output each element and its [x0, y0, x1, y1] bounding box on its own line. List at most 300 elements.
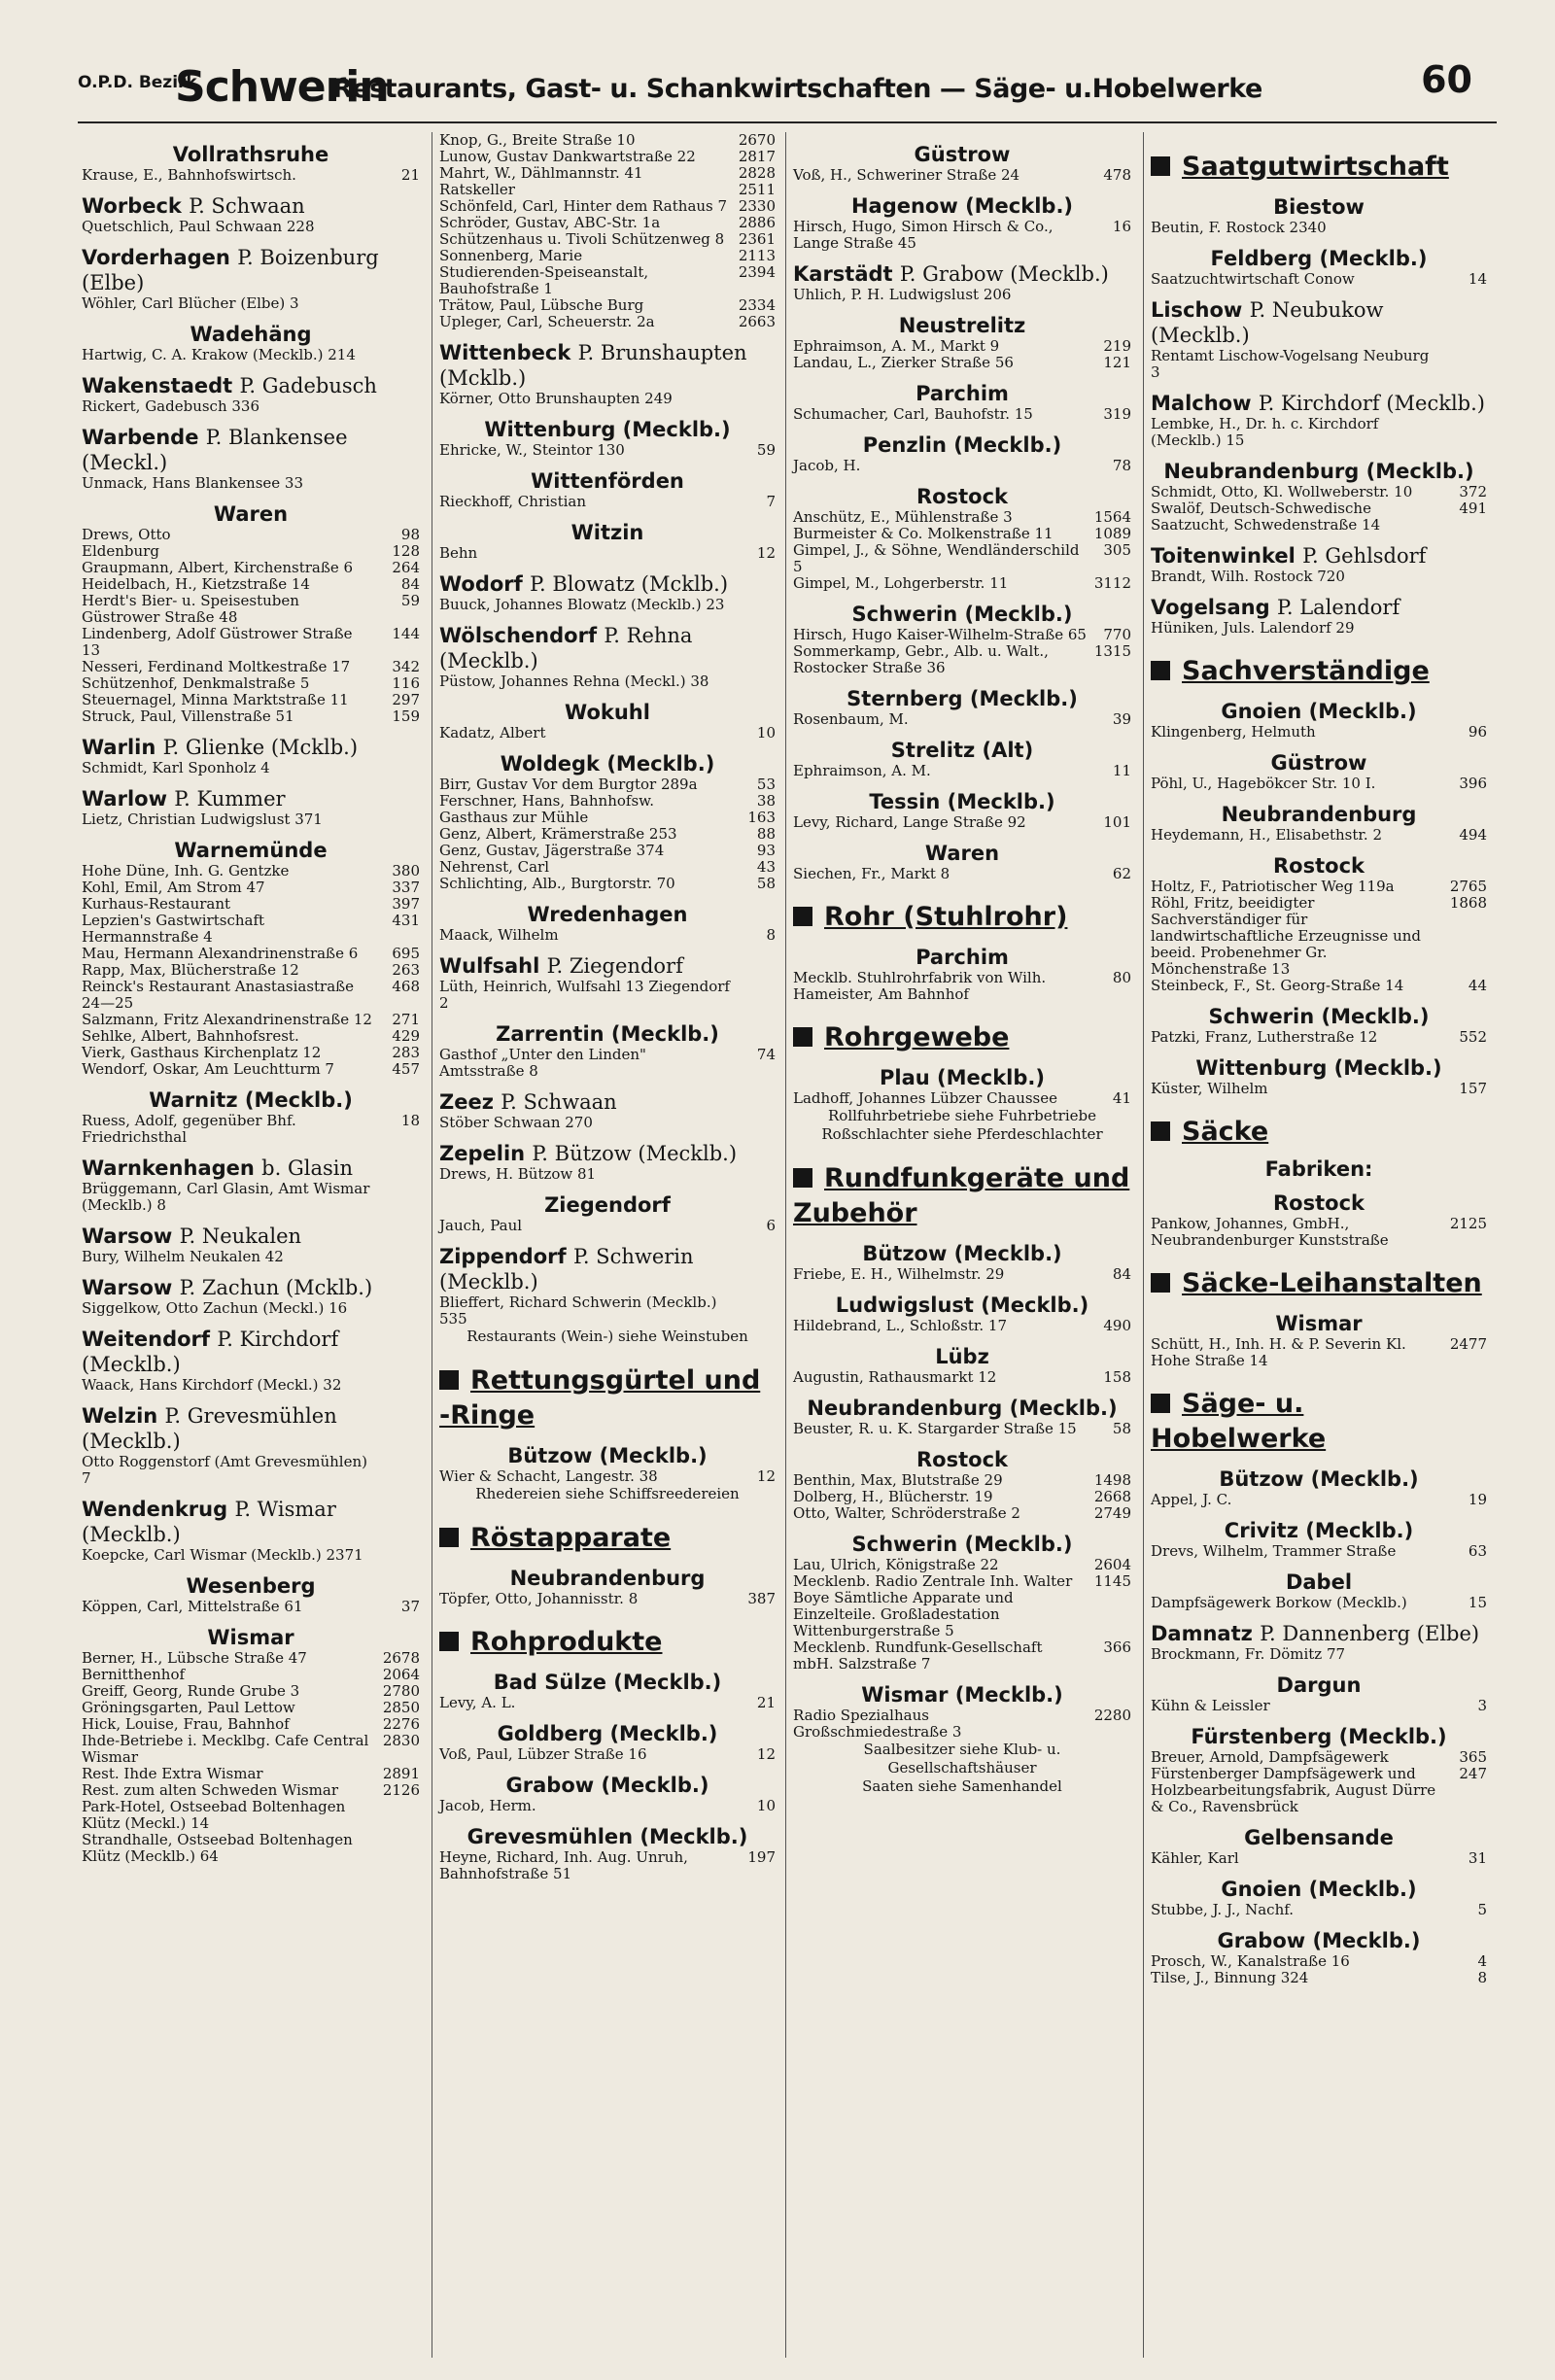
listing-entry — [793, 970, 1131, 1003]
phone-number: 457 — [392, 1060, 420, 1078]
listing-text: Schröder, Gustav, ABC-Str. 1a — [439, 214, 661, 231]
locality-name: Parchim — [916, 382, 1009, 405]
locality-name: Ludwigslust (Mecklb.) — [835, 1293, 1089, 1317]
listing-entry — [793, 643, 1131, 676]
listing-text: Gröningsgarten, Paul Lettow — [82, 1699, 295, 1716]
cross-reference: Saaten siehe Samenhandel — [862, 1777, 1062, 1795]
phone-number: 37 — [400, 1598, 420, 1615]
listing-entry — [82, 913, 420, 946]
listing-text: Lepzien's Gastwirtschaft Hermannstraße 4 — [82, 912, 265, 946]
post-office: P. Boizenburg (Elbe) — [82, 246, 379, 294]
locality-name: Dargun — [1276, 1673, 1362, 1697]
listing-text: Dampfsägewerk Borkow (Mecklb.) — [1151, 1594, 1407, 1611]
phone-number: 2125 — [1449, 1215, 1487, 1232]
listing-entry — [82, 1249, 420, 1265]
locality-heading — [1151, 853, 1487, 879]
phone-number: 3 — [1477, 1697, 1487, 1714]
locality-heading — [1151, 1311, 1487, 1336]
locality-heading — [439, 1192, 776, 1218]
locality-name: Warlow — [82, 787, 167, 811]
listing-text: Jacob, Herm. — [439, 1797, 536, 1814]
listing-text: Rosenbaum, M. — [793, 710, 909, 728]
locality-name: Wismar (Mecklb.) — [861, 1683, 1063, 1707]
locality-heading — [1151, 1724, 1487, 1749]
locality-name: Ziegendorf — [544, 1193, 671, 1217]
listing-text: Otto Roggenstorf (Amt Grevesmühlen) 7 — [82, 1453, 367, 1487]
phone-number: 14 — [1468, 270, 1487, 288]
phone-number: 431 — [392, 912, 420, 929]
locality-name: Zepelin — [439, 1142, 526, 1165]
locality-heading — [82, 838, 420, 863]
listing-text: Siggelkow, Otto Zachun (Meckl.) 16 — [82, 1299, 348, 1317]
listing-text: Lunow, Gustav Dankwartstraße 22 — [439, 148, 696, 165]
locality-name: Lischow — [1151, 298, 1243, 322]
listing-entry — [1151, 1953, 1487, 1970]
locality-name: Warbende — [82, 426, 199, 449]
listing-entry — [1151, 1698, 1487, 1714]
listing-entry — [82, 1766, 420, 1782]
listing-text: Kurhaus-Restaurant — [82, 895, 231, 913]
locality-heading — [1151, 297, 1487, 348]
phone-number: 2330 — [738, 197, 776, 215]
post-office: b. Glasin — [261, 1156, 353, 1180]
listing-text: Radio Spezialhaus Großschmiedestraße 3 — [793, 1707, 962, 1741]
listing-entry — [1151, 620, 1487, 637]
listing-text: Genz, Gustav, Jägerstraße 374 — [439, 842, 665, 859]
locality-heading — [82, 1087, 420, 1113]
listing-text: Otto, Walter, Schröderstraße 2 — [793, 1504, 1020, 1522]
locality-name: Güstrow — [1270, 751, 1367, 775]
listing-text: Holtz, F., Patriotischer Weg 119a — [1151, 878, 1395, 895]
post-office: P. Schwaan — [501, 1090, 617, 1114]
listing-text: Ephraimson, A. M., Markt 9 — [793, 337, 1000, 355]
listing-text: Schmidt, Otto, Kl. Wollweberstr. 10 — [1151, 483, 1413, 500]
phone-number: 366 — [1103, 1638, 1131, 1656]
column-4 — [1151, 132, 1487, 1986]
phone-number: 84 — [400, 575, 420, 593]
locality-heading — [82, 193, 420, 219]
phone-number: 494 — [1459, 826, 1487, 844]
listing-entry — [439, 231, 776, 248]
listing-entry — [1151, 1850, 1487, 1867]
listing-text: Ferschner, Hans, Bahnhofsw. — [439, 792, 654, 810]
locality-name: Parchim — [916, 946, 1009, 969]
locality-heading — [82, 786, 420, 811]
phone-number: 319 — [1103, 405, 1131, 423]
locality-heading — [82, 1224, 420, 1249]
listing-text: Kohl, Emil, Am Strom 47 — [82, 879, 265, 896]
listing-entry — [1151, 500, 1487, 534]
phone-number: 1564 — [1093, 508, 1131, 526]
phone-number: 12 — [756, 1467, 776, 1485]
listing-text: Brockmann, Fr. Dömitz 77 — [1151, 1645, 1346, 1663]
listing-entry — [793, 1090, 1131, 1107]
post-office: P. Kirchdorf (Mecklb.) — [1258, 392, 1485, 415]
locality-heading — [439, 953, 776, 979]
listing-text: Schützenhaus u. Tivoli Schützenweg 8 — [439, 230, 725, 248]
listing-text: Rickert, Gadebusch 336 — [82, 397, 260, 415]
listing-text: Levy, A. L. — [439, 1694, 516, 1711]
listing-entry — [82, 811, 420, 828]
phone-number: 8 — [1477, 1969, 1487, 1986]
listing-text: Tilse, J., Binnung 324 — [1151, 1969, 1309, 1986]
locality-name: Waren — [924, 842, 1000, 865]
listing-entry — [1151, 1081, 1487, 1097]
listing-entry — [793, 287, 1131, 303]
listing-entry — [793, 627, 1131, 643]
phone-number: 1145 — [1093, 1572, 1131, 1590]
listing-text: Behn — [439, 544, 478, 562]
listing-entry — [439, 1849, 776, 1882]
listing-text: Salzmann, Fritz Alexandrinenstraße 12 — [82, 1011, 372, 1028]
listing-entry — [82, 626, 420, 659]
listing-text: Schütt, H., Inh. H. & P. Severin Kl. Hohe Straße 14 — [1151, 1335, 1406, 1369]
locality-name: Wittenburg (Mecklb.) — [484, 418, 731, 441]
locality-heading — [439, 1773, 776, 1798]
locality-name: Bützow (Mecklb.) — [862, 1242, 1062, 1265]
listing-text: Steuernagel, Minna Marktstraße 11 — [82, 691, 349, 708]
post-office: P. Glienke (Mcklb.) — [162, 736, 359, 759]
locality-name: Toitenwinkel — [1151, 544, 1296, 568]
phone-number: 2394 — [738, 263, 776, 281]
locality-name: Damnatz — [1151, 1622, 1253, 1645]
listing-entry — [793, 526, 1131, 542]
listing-entry — [82, 1832, 420, 1865]
phone-number: 1498 — [1093, 1471, 1131, 1489]
listing-text: Drews, Otto — [82, 526, 171, 543]
locality-name: Neubrandenburg — [1221, 803, 1417, 826]
listing-entry — [439, 826, 776, 843]
phone-number: 365 — [1459, 1748, 1487, 1766]
locality-name: Warsow — [82, 1224, 173, 1248]
listing-text: Körner, Otto Brunshaupten 249 — [439, 390, 673, 407]
post-office: P. Dannenberg (Elbe) — [1260, 1622, 1480, 1645]
phone-number: 305 — [1103, 541, 1131, 559]
listing-entry — [793, 1557, 1131, 1573]
listing-entry — [793, 1369, 1131, 1386]
listing-text: Studierenden-Speiseanstalt, Bauhofstraße 1 — [439, 263, 649, 297]
post-office: P. Wismar (Mecklb.) — [82, 1498, 336, 1546]
locality-name: Schwerin (Mecklb.) — [851, 1533, 1073, 1556]
locality-heading — [82, 735, 420, 760]
listing-text: Hüniken, Juls. Lalendorf 29 — [1151, 619, 1355, 637]
phone-number: 2126 — [382, 1781, 420, 1799]
cross-reference: Roßschlachter siehe Pferdeschlachter — [821, 1125, 1103, 1143]
phone-number: 78 — [1112, 457, 1131, 474]
listing-entry — [793, 355, 1131, 371]
listing-text: Mecklenb. Radio Zentrale Inh. Walter Boye Sämtliche Apparate und Einzelteile. Großladestation Wittenburgerstraße 5 — [793, 1572, 1073, 1639]
phone-number: 2663 — [738, 313, 776, 330]
locality-heading — [793, 1065, 1131, 1090]
phone-number: 1089 — [1093, 525, 1131, 542]
post-office: P. Gehlsdorf — [1302, 544, 1427, 568]
locality-heading — [439, 571, 776, 597]
listing-entry — [439, 597, 776, 613]
locality-name: Zippendorf — [439, 1245, 567, 1268]
listing-text: Lau, Ulrich, Königstraße 22 — [793, 1556, 999, 1573]
locality-name: Wittenförden — [531, 469, 684, 493]
phone-number: 2850 — [382, 1699, 420, 1716]
phone-number: 552 — [1459, 1028, 1487, 1046]
listing-entry — [82, 1061, 420, 1078]
listing-entry — [82, 593, 420, 626]
listing-text: Strandhalle, Ostseebad Boltenhagen Klütz (Mecklb.) 64 — [82, 1831, 353, 1865]
listing-entry — [1151, 1492, 1487, 1508]
locality-name: Welzin — [82, 1404, 158, 1428]
listing-text: Park-Hotel, Ostseebad Boltenhagen Klütz (Meckl.) 14 — [82, 1798, 346, 1832]
listing-text: Heidelbach, H., Kietzstraße 14 — [82, 575, 310, 593]
locality-heading — [439, 902, 776, 927]
locality-name: Vollrathsruhe — [172, 143, 329, 166]
phone-number: 491 — [1459, 500, 1487, 517]
listing-text: Herdt's Bier- u. Speisestuben Güstrower Straße 48 — [82, 592, 299, 626]
listing-entry — [439, 1115, 776, 1131]
phone-number: 11 — [1112, 762, 1131, 779]
listing-entry — [82, 398, 420, 415]
listing-text: Köppen, Carl, Mittelstraße 61 — [82, 1598, 303, 1615]
listing-entry — [793, 575, 1131, 592]
phone-number: 387 — [747, 1590, 776, 1607]
phone-number: 80 — [1112, 969, 1131, 986]
listing-entry — [439, 391, 776, 407]
phone-number: 88 — [756, 825, 776, 843]
locality-heading — [1151, 543, 1487, 569]
locality-name: Karstädt — [793, 262, 893, 286]
phone-number: 372 — [1459, 483, 1487, 500]
listing-entry — [1151, 220, 1487, 236]
listing-text: Krause, E., Bahnhofswirtsch. — [82, 166, 296, 184]
phone-number: 10 — [756, 724, 776, 742]
locality-name: Strelitz (Alt) — [890, 739, 1034, 762]
locality-heading — [793, 261, 1131, 287]
listing-text: Siechen, Fr., Markt 8 — [793, 865, 950, 882]
locality-heading — [793, 1532, 1131, 1557]
locality-name: Wismar — [1275, 1312, 1363, 1335]
locality-name: Tessin (Mecklb.) — [869, 790, 1055, 813]
listing-entry — [439, 314, 776, 330]
locality-heading — [82, 1497, 420, 1547]
listing-entry — [439, 264, 776, 297]
listing-entry — [439, 810, 776, 826]
cross-reference: Saalbesitzer siehe Klub- u. Gesellschaftshäuser — [863, 1741, 1061, 1776]
post-office: P. Schwerin (Mecklb.) — [439, 1245, 694, 1293]
phone-number: 342 — [392, 658, 420, 675]
phone-number: 53 — [756, 776, 776, 793]
listing-text: Sehlke, Albert, Bahnhofsrest. — [82, 1027, 299, 1045]
listing-text: Küster, Wilhelm — [1151, 1080, 1268, 1097]
listing-entry — [439, 182, 776, 198]
locality-name: Zarrentin (Mecklb.) — [496, 1022, 719, 1046]
locality-heading — [439, 340, 776, 391]
category-heading: Rohprodukte — [439, 1625, 776, 1660]
locality-name: Rostock — [916, 485, 1008, 508]
listing-text: Augustin, Rathausmarkt 12 — [793, 1368, 997, 1386]
listing-text: Levy, Richard, Lange Straße 92 — [793, 813, 1026, 831]
phone-number: 380 — [392, 862, 420, 880]
listing-text: Ratskeller — [439, 181, 515, 198]
listing-entry — [82, 295, 420, 312]
listing-text: Hirsch, Hugo, Simon Hirsch & Co., Lange Straße 45 — [793, 218, 1054, 252]
listing-text: Nehrenst, Carl — [439, 858, 550, 876]
listing-entry — [793, 509, 1131, 526]
listing-entry — [793, 814, 1131, 831]
category-heading: Säcke-Leihanstalten — [1151, 1266, 1487, 1301]
locality-name: Crivitz (Mecklb.) — [1224, 1519, 1414, 1542]
listing-text: Gasthof „Unter den Linden" Amtsstraße 8 — [439, 1046, 646, 1080]
phone-number: 2511 — [738, 181, 776, 198]
post-office: P. Schwaan — [189, 194, 305, 218]
locality-heading — [1151, 391, 1487, 416]
locality-heading — [439, 1443, 776, 1468]
phone-number: 2361 — [738, 230, 776, 248]
listing-text: Hartwig, C. A. Krakow (Mecklb.) 214 — [82, 346, 356, 363]
listing-text: Ruess, Adolf, gegenüber Bhf. Friedrichsthal — [82, 1112, 296, 1146]
locality-heading — [1151, 1004, 1487, 1029]
listing-entry — [82, 863, 420, 880]
listing-entry — [1151, 895, 1487, 978]
phone-number: 21 — [756, 1694, 776, 1711]
listing-text: Maack, Wilhelm — [439, 926, 559, 944]
locality-heading — [793, 432, 1131, 458]
listing-entry — [439, 545, 776, 562]
listing-entry — [439, 1798, 776, 1814]
listing-entry — [793, 406, 1131, 423]
phone-number: 219 — [1103, 337, 1131, 355]
locality-heading — [439, 751, 776, 776]
locality-heading — [439, 1244, 776, 1294]
cross-reference: Restaurants (Wein-) siehe Weinstuben — [466, 1328, 748, 1345]
phone-number: 96 — [1468, 723, 1487, 741]
listing-entry — [1151, 1029, 1487, 1046]
locality-name: Goldberg (Mecklb.) — [497, 1722, 718, 1745]
locality-name: Hagenow (Mecklb.) — [850, 194, 1074, 218]
locality-name: Warnkenhagen — [82, 1156, 255, 1180]
listing-text: Breuer, Arnold, Dampfsägewerk — [1151, 1748, 1389, 1766]
post-office: P. Gadebusch — [239, 374, 377, 397]
listing-entry — [82, 708, 420, 725]
listing-text: Mecklb. Stuhlrohrfabrik von Wilh. Hameister, Am Bahnhof — [793, 969, 1047, 1003]
listing-entry — [439, 165, 776, 182]
listing-text: Schönfeld, Carl, Hinter dem Rathaus 7 — [439, 197, 728, 215]
locality-heading — [1151, 1190, 1487, 1216]
listing-entry — [439, 1047, 776, 1080]
listing-entry — [82, 475, 420, 492]
listing-entry — [82, 880, 420, 896]
locality-name: Warlin — [82, 736, 156, 759]
post-office: P. Zachun (Mcklb.) — [179, 1276, 373, 1299]
listing-text: Birr, Gustav Vor dem Burgtor 289a — [439, 776, 698, 793]
phone-number: 62 — [1112, 865, 1131, 882]
locality-heading — [1151, 459, 1487, 484]
listing-text: Sonnenberg, Marie — [439, 247, 583, 264]
locality-heading — [439, 1721, 776, 1746]
locality-heading — [793, 313, 1131, 338]
locality-name: Weitendorf — [82, 1328, 211, 1351]
listing-entry — [439, 1218, 776, 1234]
listing-text: Stöber Schwaan 270 — [439, 1114, 593, 1131]
locality-heading — [793, 1396, 1131, 1421]
listing-text: Sommerkamp, Gebr., Alb. u. Walt., Rostocker Straße 36 — [793, 642, 1049, 676]
phone-number: 21 — [400, 166, 420, 184]
listing-text: Hirsch, Hugo Kaiser-Wilhelm-Straße 65 — [793, 626, 1087, 643]
listing-entry — [793, 338, 1131, 355]
sub-heading: Fabriken: — [1264, 1157, 1373, 1181]
listing-text: Kadatz, Albert — [439, 724, 546, 742]
listing-text: Bury, Wilhelm Neukalen 42 — [82, 1248, 284, 1265]
category-heading: Saatgutwirtschaft — [1151, 150, 1487, 185]
category-heading: Rohrgewebe — [793, 1020, 1131, 1055]
listing-entry — [82, 1782, 420, 1799]
locality-name: Wredenhagen — [527, 903, 688, 926]
listing-text: Reinck's Restaurant Anastasiastraße 24—25 — [82, 978, 355, 1012]
phone-number: 5 — [1477, 1901, 1487, 1918]
phone-number: 43 — [756, 858, 776, 876]
listing-entry — [793, 219, 1131, 252]
category-heading: Röstapparate — [439, 1521, 776, 1556]
locality-name: Wadehäng — [190, 323, 312, 346]
listing-entry — [793, 167, 1131, 184]
listing-entry — [793, 458, 1131, 474]
listing-entry — [1151, 1749, 1487, 1766]
locality-name: Wittenbeck — [439, 341, 571, 364]
phone-number: 2678 — [382, 1649, 420, 1667]
listing-text: Schlichting, Alb., Burgtorstr. 70 — [439, 875, 675, 892]
locality-heading — [793, 602, 1131, 627]
locality-name: Feldberg (Mecklb.) — [1210, 247, 1428, 270]
locality-name: Gnoien (Mecklb.) — [1221, 700, 1417, 723]
phone-number: 396 — [1459, 775, 1487, 792]
listing-entry — [82, 1599, 420, 1615]
listing-entry — [439, 725, 776, 742]
listing-text: Mecklenb. Rundfunk-Gesellschaft mbH. Salzstraße 7 — [793, 1638, 1043, 1673]
listing-entry — [82, 659, 420, 675]
listing-text: Mahrt, W., Dählmannstr. 41 — [439, 164, 643, 182]
listing-text: Brandt, Wilh. Rostock 720 — [1151, 568, 1345, 585]
locality-heading — [439, 1670, 776, 1695]
locality-heading — [793, 142, 1131, 167]
listing-entry — [82, 962, 420, 979]
listing-text: Beuster, R. u. K. Stargarder Straße 15 — [793, 1420, 1077, 1437]
listing-entry — [82, 1300, 420, 1317]
listing-text: Rapp, Max, Blücherstraße 12 — [82, 961, 299, 979]
listing-text: Hohe Düne, Inh. G. Gentzke — [82, 862, 290, 880]
listing-entry — [793, 1266, 1131, 1283]
listing-text: Vierk, Gasthaus Kirchenplatz 12 — [82, 1044, 322, 1061]
locality-heading — [439, 623, 776, 673]
locality-heading — [82, 501, 420, 527]
phone-number: 2830 — [382, 1732, 420, 1749]
locality-name: Fürstenberg (Mecklb.) — [1191, 1725, 1447, 1748]
listing-entry — [439, 979, 776, 1012]
phone-number: 271 — [392, 1011, 420, 1028]
locality-heading — [439, 520, 776, 545]
locality-name: Dabel — [1285, 1570, 1353, 1594]
listing-text: Wendorf, Oskar, Am Leuchtturm 7 — [82, 1060, 334, 1078]
phone-number: 58 — [1112, 1420, 1131, 1437]
listing-text: Burmeister & Co. Molkenstraße 11 — [793, 525, 1054, 542]
phone-number: 490 — [1103, 1317, 1131, 1334]
listing-text: Wöhler, Carl Blücher (Elbe) 3 — [82, 294, 299, 312]
locality-name: Grabow (Mecklb.) — [1217, 1929, 1421, 1952]
listing-entry — [1151, 1970, 1487, 1986]
listing-entry — [439, 1166, 776, 1183]
phone-number: 2670 — [738, 131, 776, 149]
listing-entry — [82, 675, 420, 692]
listing-entry — [82, 1547, 420, 1564]
listing-text: Eldenburg — [82, 542, 159, 560]
listing-text: Röhl, Fritz, beeidigter Sachverständiger für landwirtschaftliche Erzeugnisse und beeid. Probenehmer Gr. Mönchenstraße 13 — [1151, 894, 1422, 978]
listing-entry — [82, 1045, 420, 1061]
